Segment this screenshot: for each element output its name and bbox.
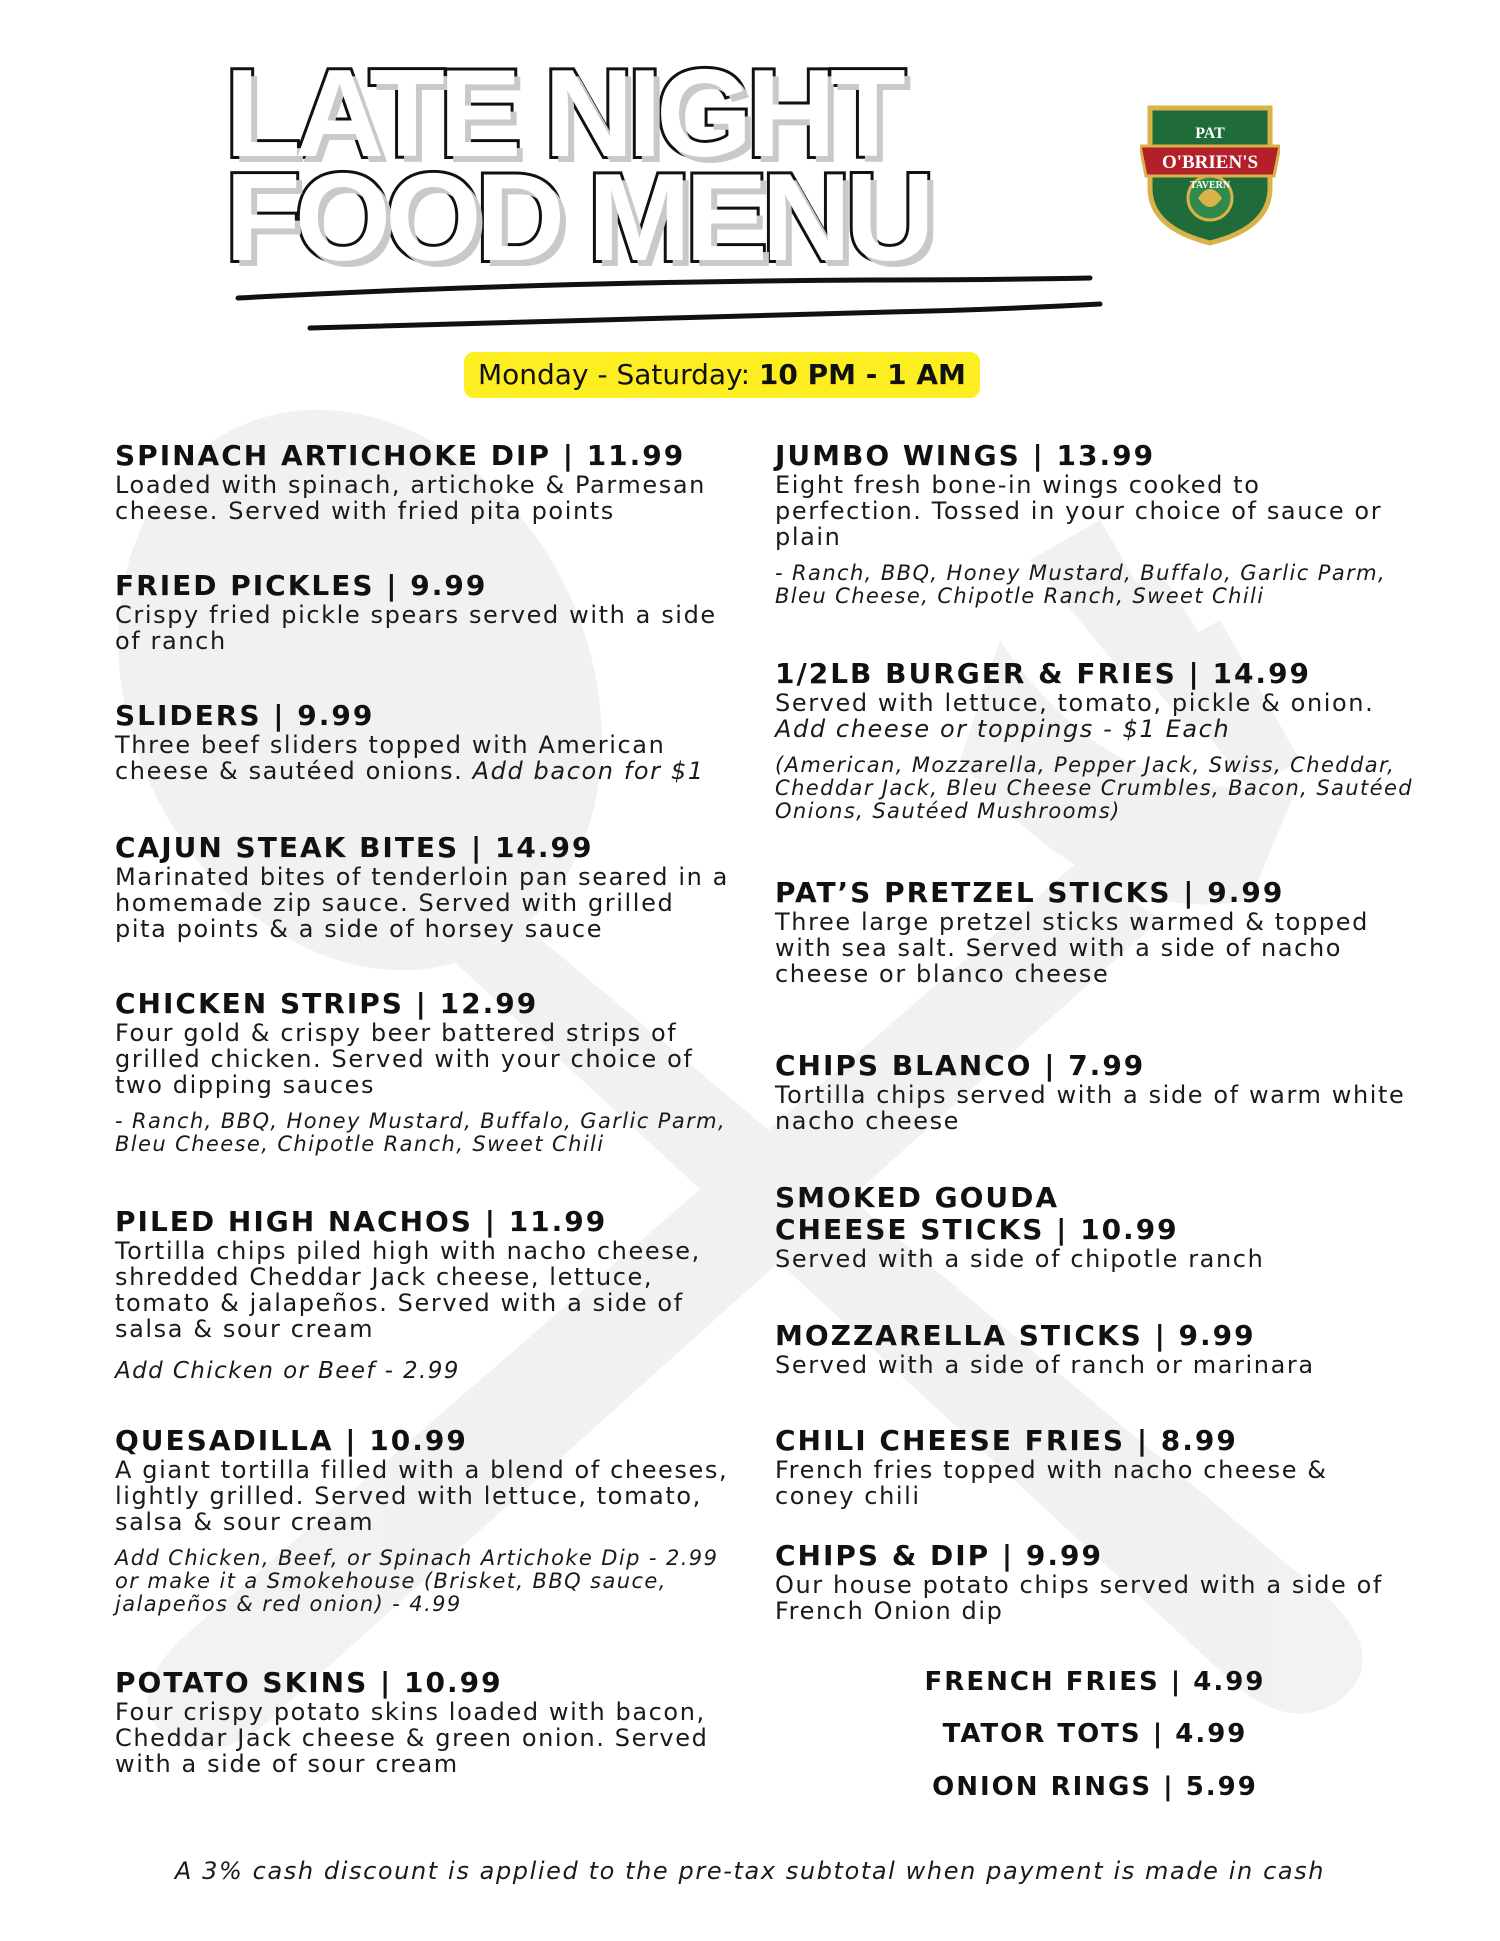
item-description: Loaded with spinach, artichoke & Parmesan cheese. Served with fried pita points (115, 471, 706, 525)
cash-discount-footer: A 3% cash discount is applied to the pre-tax subtotal when payment is made in cash (174, 1857, 1326, 1885)
menu-item (115, 832, 735, 942)
hours-time: 10 PM - 1 AM (758, 358, 966, 391)
menu-item (775, 1182, 1415, 1272)
item-note: - Ranch, BBQ, Honey Mustard, Buffalo, Garlic Parm, Bleu Cheese, Chipotle Ranch, Sweet Chili (775, 561, 1387, 608)
side-item-french-fries: FRENCH FRIES | 4.99 (924, 1667, 1266, 1697)
item-name: POTATO SKINS | 10.99 (115, 1666, 503, 1699)
menu-item (115, 570, 735, 654)
menu-item (115, 700, 735, 784)
menu-item (775, 1540, 1415, 1624)
item-description: French fries topped with nacho cheese & coney chili (775, 1456, 1328, 1510)
item-name: JUMBO WINGS | 13.99 (775, 439, 1156, 472)
menu-item (775, 877, 1415, 987)
menu-item (115, 1667, 735, 1777)
logo-text-sub: TAVERN (1189, 180, 1231, 191)
item-description: Tortilla chips piled high with nacho cheese, shredded Cheddar Jack cheese, lettuce, tomato & jalapeños. Served with a side of salsa & sour cream (115, 1237, 701, 1343)
item-description-addon: Add cheese or toppings - $1 Each (775, 715, 1231, 743)
item-description (115, 732, 735, 784)
item-description: Our house potato chips served with a side of French Onion dip (775, 1571, 1383, 1625)
item-name: PAT’S PRETZEL STICKS | 9.99 (775, 876, 1285, 909)
item-note: - Ranch, BBQ, Honey Mustard, Buffalo, Garlic Parm, Bleu Cheese, Chipotle Ranch, Sweet Chili (115, 1109, 727, 1156)
logo-text-top: PAT (1195, 125, 1225, 142)
item-name: CHILI CHEESE FRIES | 8.99 (775, 1424, 1238, 1457)
menu-item (775, 1425, 1415, 1509)
item-description (775, 690, 1415, 742)
item-name: SPINACH ARTICHOKE DIP | 11.99 (115, 439, 686, 472)
item-description: Eight fresh bone-in wings cooked to perfection. Tossed in your choice of sauce or plain (775, 471, 1383, 551)
item-note: Add Chicken or Beef - 2.99 (115, 1358, 460, 1384)
menu-item (115, 1425, 735, 1616)
item-name: MOZZARELLA STICKS | 9.99 (775, 1319, 1256, 1352)
item-name: QUESADILLA | 10.99 (115, 1424, 468, 1457)
item-note: (American, Mozzarella, Pepper Jack, Swiss, Cheddar, Cheddar Jack, Bleu Cheese Crumbles, Bacon, Sautéed Onions, Sautéed Mushrooms) (775, 753, 1414, 823)
item-description: Marinated bites of tenderloin pan seared in a homemade zip sauce. Served with grilled pita points & a side of horsey sauce (115, 863, 729, 943)
item-name: CAJUN STEAK BITES | 14.99 (115, 831, 594, 864)
page-title (225, 45, 1125, 287)
item-description: Served with a side of ranch or marinara (775, 1351, 1315, 1379)
item-name: CHICKEN STRIPS | 12.99 (115, 987, 539, 1020)
item-description-text: Served with lettuce, tomato, pickle & onion. (775, 689, 1375, 717)
item-description: Crispy fried pickle spears served with a side of ranch (115, 601, 717, 655)
logo-text-main: O'BRIEN'S (1161, 152, 1259, 173)
item-name: PILED HIGH NACHOS | 11.99 (115, 1205, 608, 1238)
item-name-line-1: SMOKED GOUDA (775, 1181, 1060, 1214)
menu-item (115, 988, 735, 1156)
menu-item (775, 440, 1415, 608)
item-name: 1/2LB BURGER & FRIES | 14.99 (775, 657, 1312, 690)
title-line-2: FOOD MENU (225, 149, 929, 287)
menu-item (115, 1206, 735, 1384)
side-item-tator-tots: TATOR TOTS | 4.99 (942, 1719, 1248, 1749)
item-note: Add Chicken, Beef, or Spinach Artichoke Dip - 2.99 or make it a Smokehouse (Brisket, BBQ sauce, jalapeños & red onion) - 4.99 (115, 1546, 719, 1616)
item-name: CHIPS & DIP | 9.99 (775, 1539, 1103, 1572)
menu-item (775, 1050, 1415, 1134)
item-name: FRIED PICKLES | 9.99 (115, 569, 488, 602)
item-description: Tortilla chips served with a side of warm white nacho cheese (775, 1081, 1406, 1135)
hours-days: Monday - Saturday: (478, 358, 751, 391)
menu-item (115, 440, 735, 524)
item-description-text: Three beef sliders topped with American cheese & sautéed onions. (115, 731, 666, 785)
item-description-addon: Add bacon for $1 (472, 757, 705, 785)
hours-badge (464, 352, 980, 398)
item-name: CHEESE STICKS | 10.99 (775, 1213, 1179, 1246)
item-description: Served with a side of chipotle ranch (775, 1245, 1265, 1273)
side-item-onion-rings: ONION RINGS | 5.99 (932, 1772, 1258, 1802)
item-description: A giant tortilla filled with a blend of cheeses, lightly grilled. Served with lettuce, tomato, salsa & sour cream (115, 1456, 729, 1536)
title-underline-stroke (230, 262, 1110, 342)
pat-obriens-logo (1140, 98, 1280, 248)
item-name: SLIDERS | 9.99 (115, 699, 375, 732)
title-line-1: LATE NIGHT (225, 45, 900, 183)
menu-item (775, 1320, 1415, 1378)
item-description: Four gold & crispy beer battered strips of grilled chicken. Served with your choice of two dipping sauces (115, 1019, 694, 1099)
item-description: Four crispy potato skins loaded with bacon, Cheddar Jack cheese & green onion. Served with a side of sour cream (115, 1698, 709, 1778)
menu-item (775, 658, 1415, 823)
item-name: CHIPS BLANCO | 7.99 (775, 1049, 1146, 1082)
item-description: Three large pretzel sticks warmed & topped with sea salt. Served with a side of nacho cheese or blanco cheese (775, 908, 1369, 988)
